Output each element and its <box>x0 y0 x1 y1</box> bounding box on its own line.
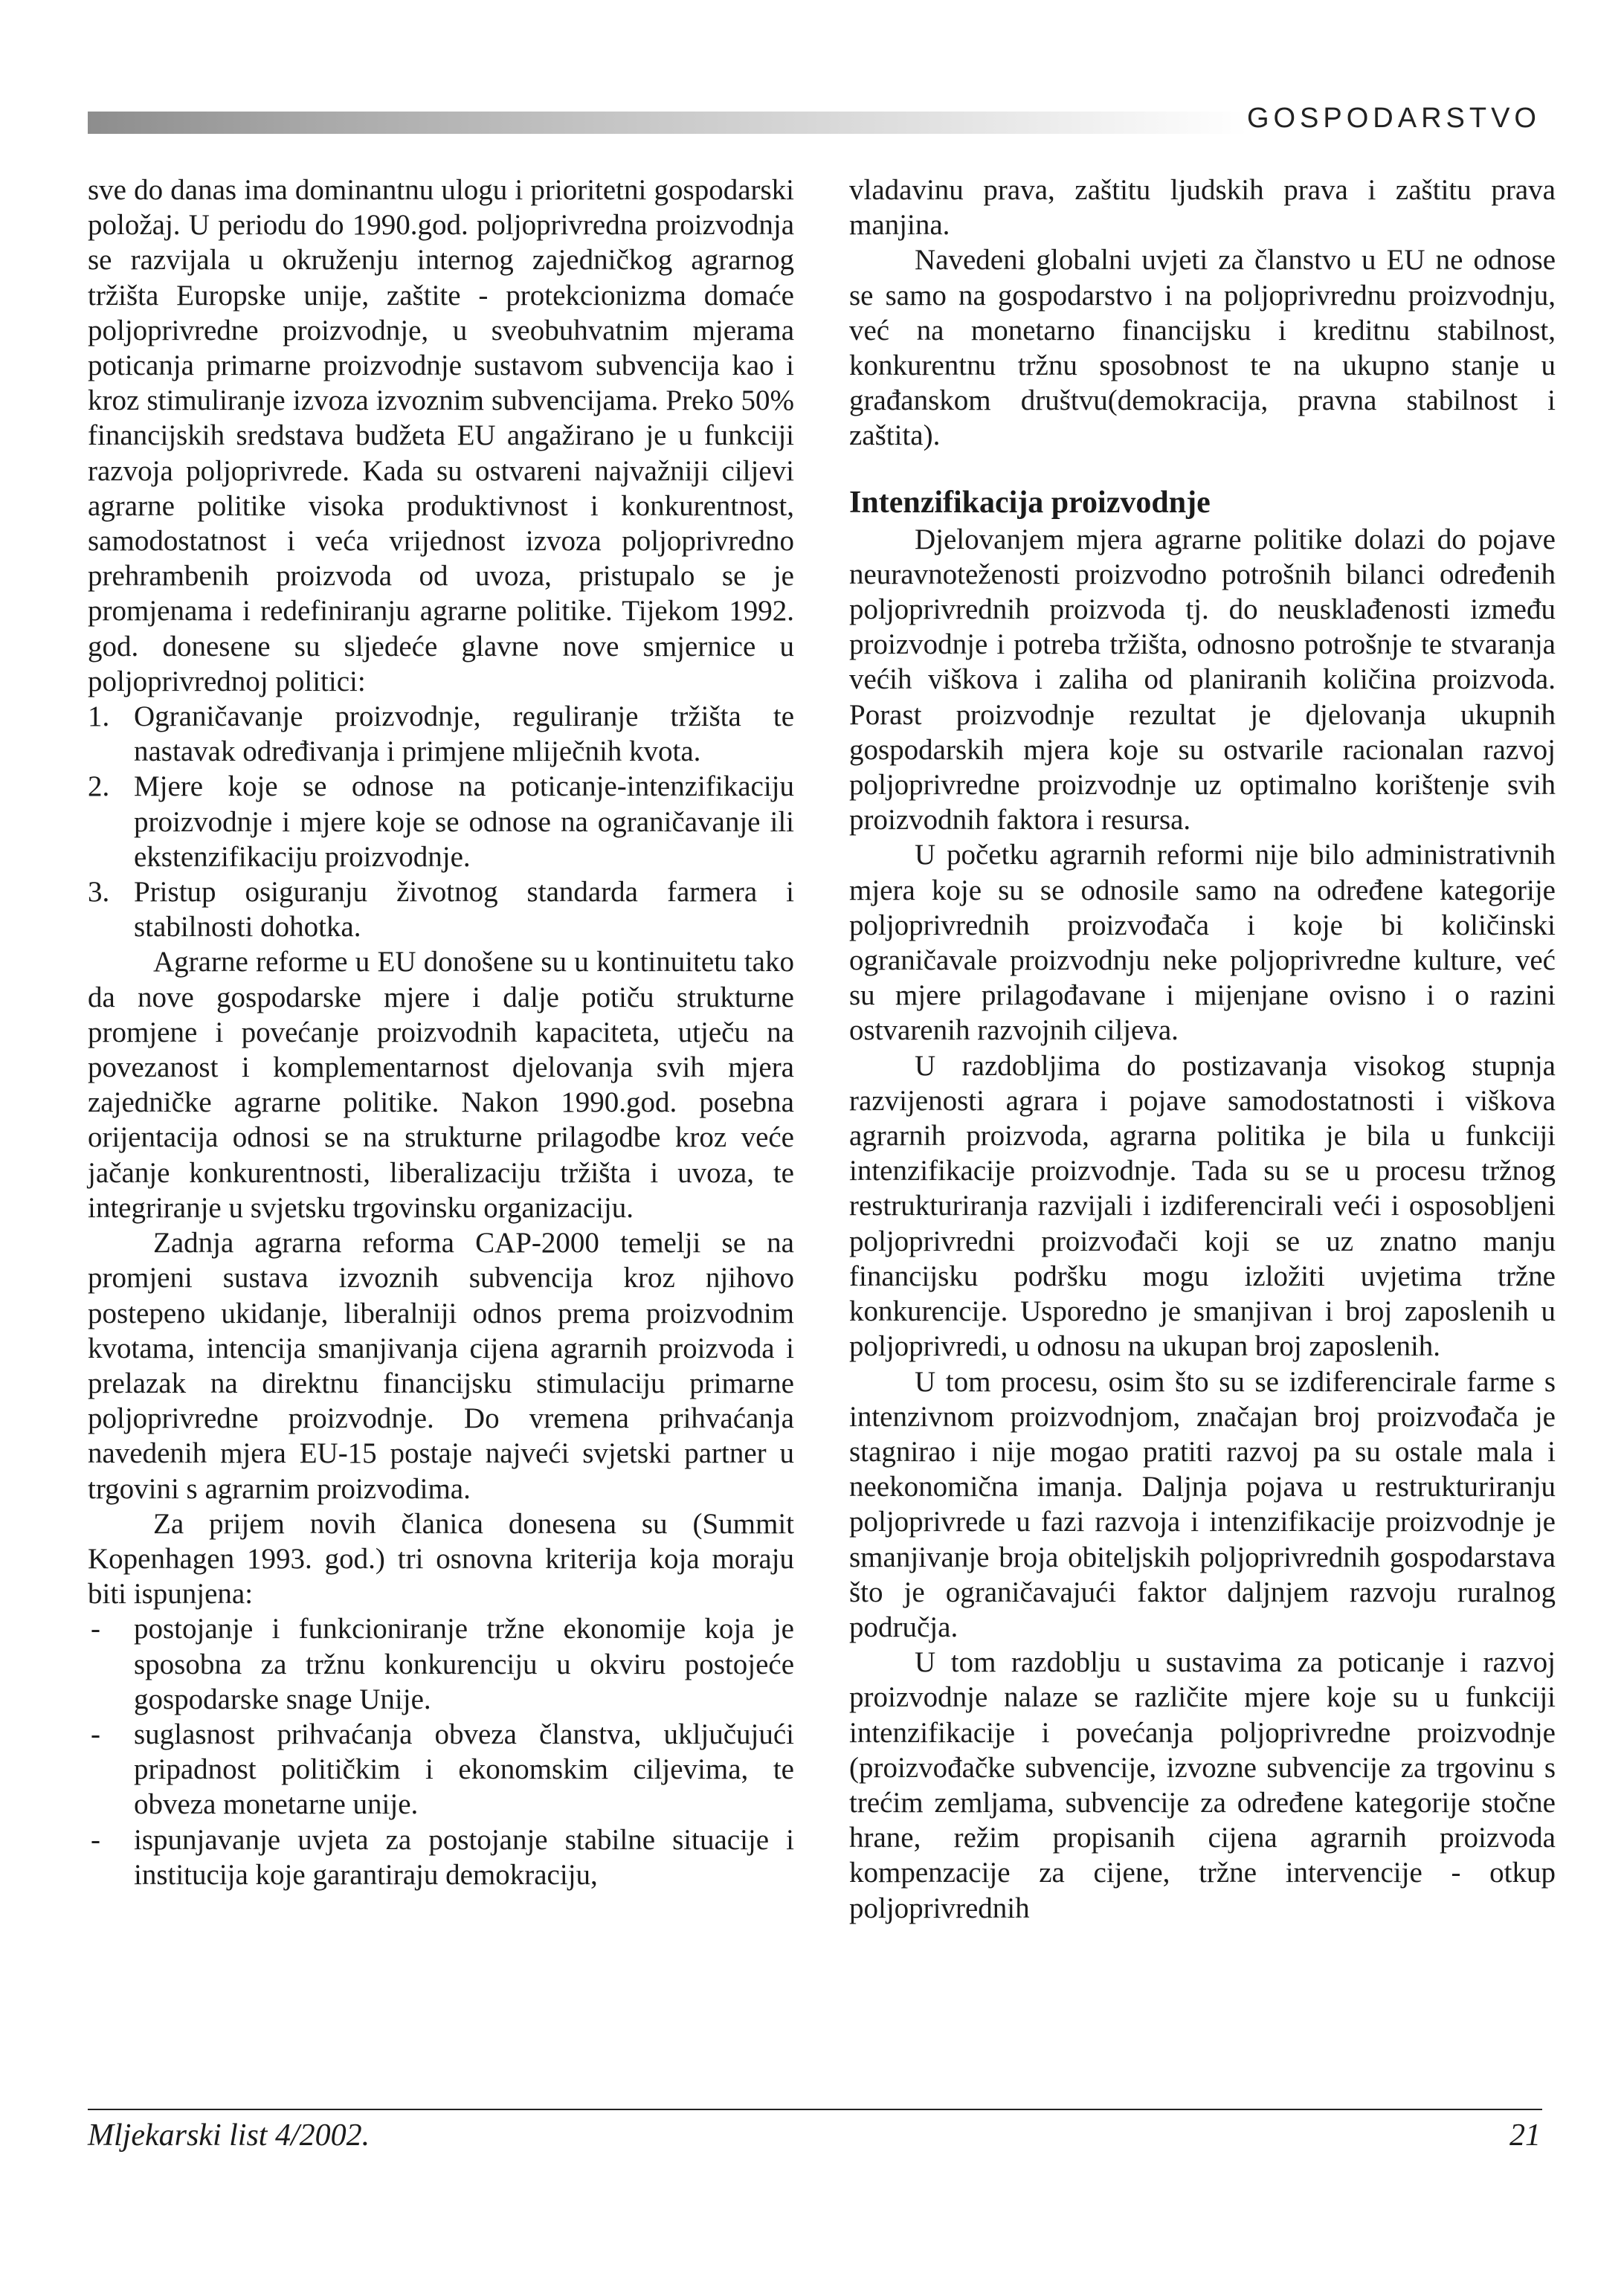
numbered-list <box>88 699 794 944</box>
list-marker: 3. <box>88 876 110 909</box>
dash-list <box>88 1611 794 1892</box>
paragraph: U tom procesu, osim što su se izdiferencirale farme s intenzivnom proizvodnjom, značajan broj proizvođača je stagnirao i nije mogao pratiti razvoj pa su ostale mala i neekonomična imanja. Daljnja pojava u restrukturiranju poljoprivrede u fazi razvoja i intenzifikacije proizvodnje je smanjivanje broja obiteljskih poljoprivrednih gospodarstava što je ograničavajući faktor daljnjem razvoju ruralnog područja. <box>849 1365 1556 1643</box>
left-column <box>88 173 794 1892</box>
list-marker: 1. <box>88 700 110 733</box>
list-item-text: suglasnost prihvaćanja obveza članstva, uključujući pripadnost političkim i ekonomskim ciljevima, te obveza monetarne unije. <box>134 1718 794 1821</box>
page-number: 21 <box>1509 2118 1541 2153</box>
list-item <box>88 1717 794 1822</box>
footer-journal-title: Mljekarski list 4/2002. <box>88 2118 370 2153</box>
list-item-text: postojanje i funkcioniranje tržne ekonomije koja je sposobna za tržnu konkurenciju u okviru postojeće gospodarske snage Unije. <box>134 1613 794 1715</box>
list-item <box>88 1611 794 1717</box>
paragraph: Zadnja agrarna reforma CAP-2000 temelji se na promjeni sustava izvoznih subvencija kroz njihovo postepeno ukidanje, liberalniji odnos prema proizvodnim kvotama, intencija smanjivanja cijena agrarnih proizvoda i prelazak na direktnu financijsku stimulaciju primarne poljoprivredne proizvodnje. Do vremena prihvaćanja navedenih mjera EU-15 postaje najveći svjetski partner u trgovini s agrarnim proizvodima. <box>88 1227 794 1505</box>
list-item-text: Mjere koje se odnose na poticanje-intenzifikaciju proizvodnje i mjere koje se odnose na ograničavanje ili ekstenzifikaciju proizvodnje. <box>134 770 794 873</box>
list-marker: 2. <box>88 770 110 803</box>
list-item <box>88 1822 794 1892</box>
paragraph: Za prijem novih članica donesena su (Summit Kopenhagen 1993. god.) tri osnovna kriterija koja moraju biti ispunjena: <box>88 1507 794 1611</box>
paragraph: U tom razdoblju u sustavima za poticanje i razvoj proizvodnje nalaze se različite mjere koje su u funkciji intenzifikacije i povećanja poljoprivredne proizvodnje (proizvođačke subvencije, izvozne subvencije za trgovinu s trećim zemljama, subvencije za određene kategorije stočne hrane, režim propisanih cijena agrarnih proizvoda kompenzacije za cijene, tržne intervencije - otkup poljoprivrednih <box>849 1646 1556 1924</box>
paragraph: vladavinu prava, zaštitu ljudskih prava i zaštitu prava manjina. <box>849 174 1556 242</box>
list-item <box>88 699 794 769</box>
list-marker: - <box>91 1613 100 1645</box>
paragraph: sve do danas ima dominantnu ulogu i prioritetni gospodarski položaj. U periodu do 1990.god. poljoprivredna proizvodnja se razvijala u okruženju internog zajedničkog agrarnog tržišta Europske unije, zaštite - protekcionizma domaće poljoprivredne proizvodnje, u sveobuhvatnim mjerama poticanja primarne proizvodnje sustavom subvencija kao i kroz stimuliranje izvoza izvoznim subvencijama. Preko 50% financijskih sredstava budžeta EU angažirano je u funkciji razvoja poljoprivrede. Kada su ostvareni najvažniji ciljevi agrarne politike visoka produktivnost i konkurentnost, samodostatnost i veća vrijednost izvoza poljoprivredno prehrambenih proizvoda od uvoza, pristupalo se je promjenama i redefiniranju agrarne politike. Tijekom 1992. god. donesene su sljedeće glavne nove smjernice u poljoprivrednoj politici: <box>88 174 794 697</box>
header-gradient-bar <box>88 112 1248 134</box>
list-marker: - <box>91 1718 100 1750</box>
list-item-text: Ograničavanje proizvodnje, reguliranje tržišta te nastavak određivanja i primjene mliječnih kvota. <box>134 700 794 768</box>
list-item <box>88 874 794 944</box>
section-title: GOSPODARSTVO <box>1246 103 1541 134</box>
list-item-text: ispunjavanje uvjeta za postojanje stabilne situacije i institucija koje garantiraju demokraciju, <box>134 1823 794 1891</box>
list-marker: - <box>91 1823 100 1856</box>
paragraph: Djelovanjem mjera agrarne politike dolazi do pojave neuravnoteženosti proizvodno potrošnih bilanci određenih poljoprivrednih proizvoda tj. do neusklađenosti između proizvodnje i potreba tržišta, odnosno potrošnje te stvaranja većih viškova i zaliha od planiranih količina proizvoda. Porast proizvodnje rezultat je djelovanja ukupnih gospodarskih mjera koje su ostvarile racionalan razvoj poljoprivredne proizvodnje uz optimalno korištenje svih proizvodnih faktora i resursa. <box>849 523 1556 836</box>
right-column <box>849 173 1556 1926</box>
paragraph: Navedeni globalni uvjeti za članstvo u EU ne odnose se samo na gospodarstvo i na poljoprivrednu proizvodnju, već na monetarno financijsku i kreditnu stabilnost, konkurentnu tržnu sposobnost te na ukupno stanje u građanskom društvu(demokracija, pravna stabilnost i zaštita). <box>849 244 1556 452</box>
list-item-text: Pristup osiguranju životnog standarda farmera i stabilnosti dohotka. <box>134 876 794 944</box>
paragraph: U razdobljima do postizavanja visokog stupnja razvijenosti agrara i pojave samodostatnosti i viškova agrarnih proizvoda, agrarna politika je bila u funkciji intenzifikacije proizvodnje. Tada su se u procesu tržnog restrukturiranja razvijali i izdiferencirali veći i osposobljeni poljoprivredni proizvođači koji se uz znatno manju financijsku podršku mogu izložiti uvjetima tržne konkurencije. Usporedno je smanjivan i broj zaposlenih u poljoprivredi, u odnosu na ukupan broj zaposlenih. <box>849 1049 1556 1363</box>
footer-divider <box>88 2109 1542 2110</box>
paragraph: Agrarne reforme u EU donošene su u kontinuitetu tako da nove gospodarske mjere i dalje potiču strukturne promjene i povećanje proizvodnih kapaciteta, utječu na povezanost i komplementarnost djelovanja svih mjera zajedničke agrarne politike. Nakon 1990.god. posebna orijentacija odnosi se na strukturne prilagodbe kroz veće jačanje konkurentnosti, liberalizaciju tržišta i uvoza, te integriranje u svjetsku trgovinsku organizaciju. <box>88 946 794 1224</box>
list-item <box>88 769 794 874</box>
paragraph: U početku agrarnih reformi nije bilo administrativnih mjera koje su se odnosile samo na određene kategorije poljoprivrednih proizvođača i koje bi količinski ograničavale proizvodnju neke poljoprivredne kulture, već su mjere prilagođavane i mijenjane ovisno i o razini ostvarenih razvojnih ciljeva. <box>849 839 1556 1047</box>
section-heading: Intenzifikacija proizvodnje <box>849 485 1211 520</box>
